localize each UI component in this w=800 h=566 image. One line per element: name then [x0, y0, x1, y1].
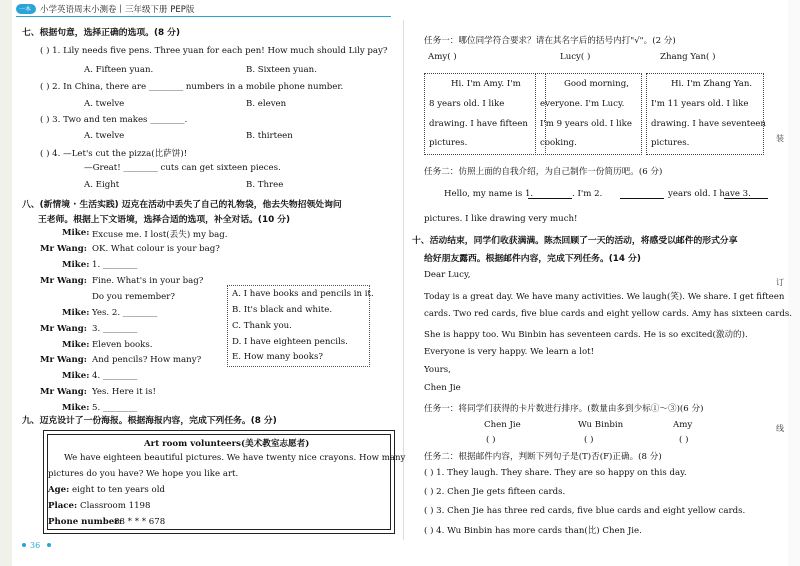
- s7-question-1: ( ) 1. Lily needs five pens. Three yuan for each pen! How much should Lily pay?: [40, 46, 388, 56]
- card-line: Hi. I'm Amy. I'm: [451, 79, 521, 89]
- poster-age-label: Age:: [48, 485, 70, 495]
- poster-phone-label: Phone number:: [48, 517, 122, 527]
- section-9-title: 九、迈克设计了一份海报。根据海报内容，完成下列任务。(8 分): [22, 416, 277, 426]
- resume-part-1: Hello, my name is 1.: [444, 189, 534, 199]
- dialog-blank-4: 4. ________: [92, 371, 138, 381]
- card-line: I'm 11 years old. I like: [651, 99, 749, 109]
- speaker-mike: Mike:: [62, 228, 90, 238]
- resume-blank-pictures[interactable]: [724, 190, 768, 202]
- dialog-line: Excuse me. I lost(丢失) my bag.: [92, 230, 228, 240]
- poster-place-label: Place:: [48, 501, 78, 511]
- option-d: D. I have eighteen pencils.: [232, 337, 348, 347]
- card-line: pictures.: [429, 138, 468, 148]
- s7-q1-option-a: A. Fifteen yuan.: [84, 65, 154, 75]
- resume-blank-age[interactable]: [620, 190, 664, 202]
- page-dot-left: [22, 543, 26, 547]
- email-signature: Chen Jie: [424, 383, 461, 393]
- option-c: C. Thank you.: [232, 321, 292, 331]
- tf-question-2: ( ) 2. Chen Jie gets fifteen cards.: [424, 487, 566, 497]
- s7-q4-option-a: A. Eight: [84, 180, 120, 190]
- profile-card-amy: [424, 73, 546, 155]
- rank-name-wu-binbin: Wu Binbin: [578, 420, 624, 430]
- dialog-line: And pencils? How many?: [92, 355, 202, 365]
- dialog-line: Yes. Here it is!: [92, 387, 156, 397]
- poster-line-2: pictures do you have? We hope you like art.: [48, 469, 239, 479]
- task-1-title: 任务一：哪位同学符合要求？请在其名字后的括号内打"√"。(2 分): [424, 36, 676, 46]
- task-10-2-title: 任务二：根据邮件内容，判断下列句子是(T)否(F)正确。(8 分): [424, 452, 662, 462]
- speaker-mike: Mike:: [62, 371, 90, 381]
- s7-question-3: ( ) 3. Two and ten makes ________.: [40, 115, 188, 125]
- speaker-mr-wang: Mr Wang:: [40, 324, 87, 334]
- rank-name-amy: Amy: [673, 420, 693, 430]
- tf-question-3: ( ) 3. Chen Jie has three red cards, five blue cards and eight yellow cards.: [424, 506, 746, 516]
- dialog-blank-2: Yes. 2. ________: [92, 308, 158, 318]
- dialog-line: Eleven books.: [92, 340, 153, 350]
- dialog-blank-3: 3. ________: [92, 324, 138, 334]
- page-number: 36: [30, 541, 41, 550]
- task-10-1-title: 任务一：将同学们获得的卡片数进行排序。(数量由多到少标①～③)(6 分): [424, 404, 704, 414]
- speaker-mike: Mike:: [62, 260, 90, 270]
- task-1-name-zhang-yan: Zhang Yan( ): [660, 52, 716, 62]
- poster-title: Art room volunteers(美术教室志愿者): [144, 439, 310, 449]
- dialog-blank-5: 5. ________: [92, 403, 138, 413]
- profile-card-zhang-yan: [646, 73, 764, 155]
- speaker-mr-wang: Mr Wang:: [40, 276, 87, 286]
- binding-char-3: 线: [776, 424, 784, 433]
- header-title: 小学英语周末小测卷丨三年级下册 PEP版: [40, 5, 195, 15]
- speaker-mike: Mike:: [62, 403, 90, 413]
- card-line: 8 years old. I like: [429, 99, 505, 109]
- poster-line-1: We have eighteen beautiful pictures. We have twenty nice crayons. How many: [64, 453, 406, 463]
- speaker-mike: Mike:: [62, 340, 90, 350]
- poster-place: Classroom 1198: [80, 501, 151, 511]
- poster-phone: 88 * * * 678: [114, 517, 166, 527]
- s7-q2-option-a: A. twelve: [84, 99, 125, 109]
- poster-age: eight to ten years old: [72, 485, 165, 495]
- section-8-title: 八、(新情境 · 生活实践) 迈克在活动中丢失了自己的礼物袋，他去失物招领处询问: [22, 200, 342, 210]
- email-closing: Yours,: [424, 365, 451, 375]
- email-line-2: cards. Two red cards, five blue cards and eight yellow cards. Amy has sixteen cards.: [424, 309, 793, 319]
- s7-question-2: ( ) 2. In China, there are ________ numbers in a mobile phone number.: [40, 82, 344, 92]
- right-margin-strip: [788, 0, 800, 566]
- card-line: drawing. I have seventeen: [651, 119, 766, 129]
- card-line: drawing. I have fifteen: [429, 119, 528, 129]
- dialog-line: Fine. What's in your bag?: [92, 276, 204, 286]
- option-a: A. I have books and pencils in it.: [232, 289, 374, 299]
- header-rule: [16, 16, 391, 17]
- rank-paren-chen-jie[interactable]: ( ): [486, 435, 496, 445]
- s7-q4-option-b: B. Three: [246, 180, 284, 190]
- card-line: everyone. I'm Lucy.: [540, 99, 625, 109]
- s7-q3-option-b: B. thirteen: [246, 131, 293, 141]
- email-line-3: She is happy too. Wu Binbin has seventeen cards. He is so excited(激动的).: [424, 330, 748, 340]
- profile-card-lucy: [535, 73, 642, 155]
- email-greeting: Dear Lucy,: [424, 270, 471, 280]
- card-line: pictures.: [651, 138, 690, 148]
- binding-char-1: 装: [776, 134, 784, 143]
- card-line: Good morning,: [564, 79, 629, 89]
- resume-part-2: . I'm 2.: [572, 189, 603, 199]
- dialog-blank-1: 1. ________: [92, 260, 138, 270]
- s7-q3-option-a: A. twelve: [84, 131, 125, 141]
- rank-paren-wu-binbin[interactable]: ( ): [584, 435, 594, 445]
- binding-char-2: 订: [776, 278, 784, 287]
- binding-gutter: [0, 0, 12, 566]
- rank-name-chen-jie: Chen Jie: [484, 420, 521, 430]
- card-line: Hi. I'm Zhang Yan.: [671, 79, 753, 89]
- dialog-line: Do you remember?: [92, 292, 175, 302]
- s7-question-4: ( ) 4. —Let's cut the pizza(比萨饼)!: [40, 149, 188, 159]
- section-10-title-cont: 给好朋友露西。根据邮件内容，完成下列任务。(14 分): [424, 254, 641, 264]
- speaker-mr-wang: Mr Wang:: [40, 244, 87, 254]
- email-line-4: Everyone is very happy. We learn a lot!: [424, 347, 595, 357]
- card-line: cooking.: [540, 138, 577, 148]
- task-1-name-amy: Amy( ): [428, 52, 457, 62]
- s7-q1-option-b: B. Sixteen yuan.: [246, 65, 317, 75]
- speaker-mr-wang: Mr Wang:: [40, 355, 87, 365]
- rank-paren-amy[interactable]: ( ): [679, 435, 689, 445]
- option-e: E. How many books?: [232, 352, 323, 362]
- series-badge-label: 一本: [19, 6, 32, 13]
- card-line: I'm 9 years old. I like: [540, 119, 632, 129]
- task-1-name-lucy: Lucy( ): [560, 52, 591, 62]
- dialog-line: OK. What colour is your bag?: [92, 244, 220, 254]
- task-2-title: 任务二：仿照上面的自我介绍，为自己制作一份简历吧。(6 分): [424, 167, 663, 177]
- tf-question-4: ( ) 4. Wu Binbin has more cards than(比) Chen Jie.: [424, 526, 642, 536]
- s7-question-4-line-2: —Great! ________ cuts can get sixteen pieces.: [84, 163, 281, 173]
- speaker-mike: Mike:: [62, 308, 90, 318]
- speaker-mr-wang: Mr Wang:: [40, 387, 87, 397]
- section-8-title-cont: 王老师。根据上下文语境，选择合适的选项，补全对话。(10 分): [38, 215, 291, 225]
- email-line-1: Today is a great day. We have many activities. We laugh(笑). We share. I get fifteen: [424, 292, 785, 302]
- section-7-title: 七、根据句意，选择正确的选项。(8 分): [22, 28, 180, 38]
- tf-question-1: ( ) 1. They laugh. They share. They are so happy on this day.: [424, 468, 687, 478]
- section-10-title: 十、活动结束，同学们收获满满。陈杰回顾了一天的活动，将感受以邮件的形式分享: [412, 236, 738, 246]
- page-dot-right: [47, 543, 51, 547]
- resume-part-3: years old. I have 3.: [668, 189, 751, 199]
- s7-q2-option-b: B. eleven: [246, 99, 287, 109]
- resume-part-4: pictures. I like drawing very much!: [424, 214, 578, 224]
- options-box: [227, 285, 374, 367]
- option-b: B. It's black and white.: [232, 305, 333, 315]
- resume-blank-name[interactable]: [528, 190, 572, 202]
